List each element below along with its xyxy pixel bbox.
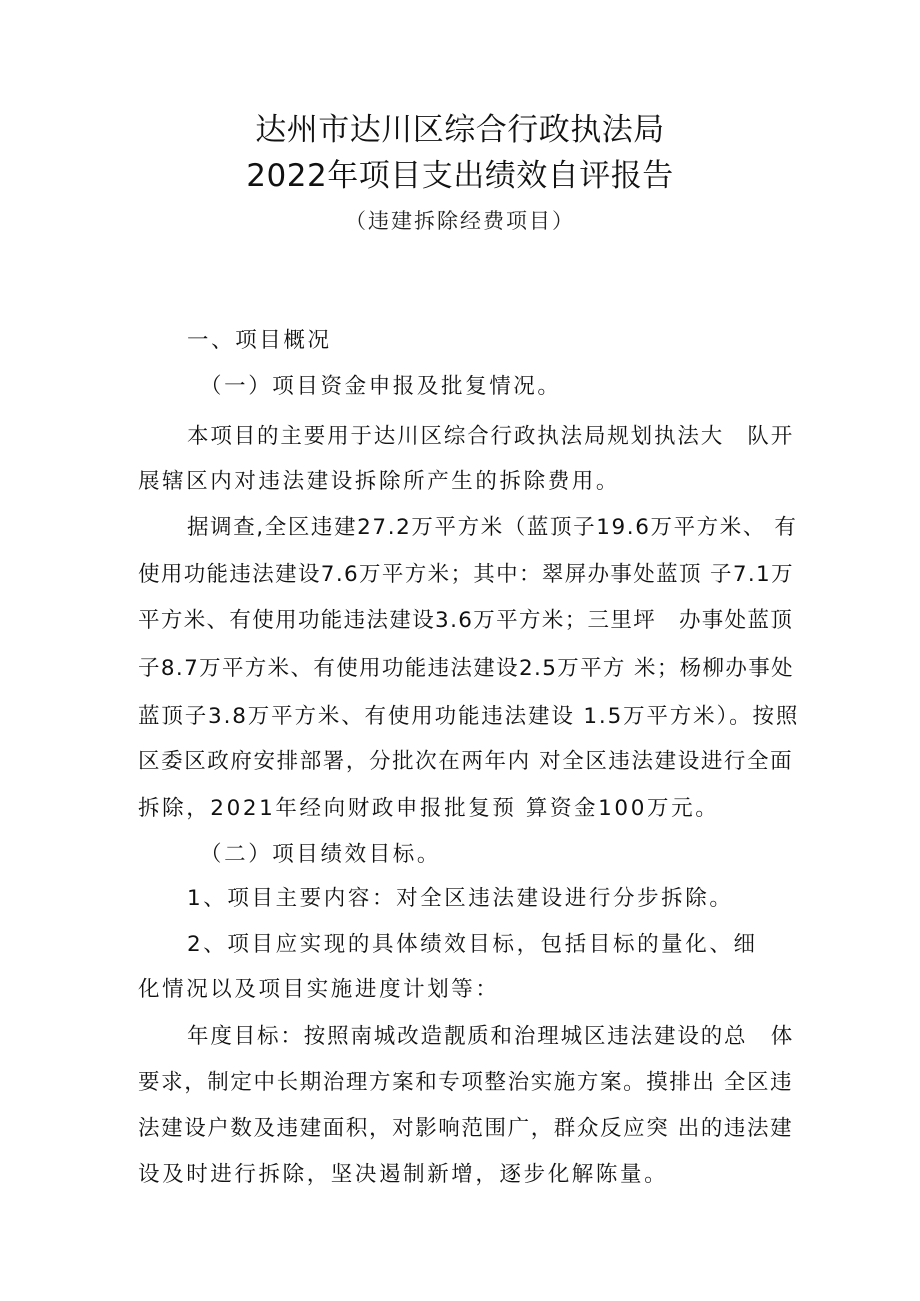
paragraph-line: 展辖区内对违法建设拆除所产生的拆除费用。 [138, 469, 621, 494]
document-title-line-1: 达州市达川区综合行政执法局 [255, 112, 665, 148]
paragraph-line: 要求，制定中长期治理方案和专项整治实施方案。摸排出 全区违 [138, 1070, 794, 1095]
document-title-line-2: 2022年项目支出绩效自评报告 [246, 158, 674, 194]
paragraph-line: 法建设户数及违建面积，对影响范围广，群众反应突 出的违法建 [138, 1116, 794, 1141]
paragraph-line: 区委区政府安排部署，分批次在两年内 对全区违法建设进行全面 [138, 749, 794, 774]
section-heading-project-overview: 一、项目概况 [187, 328, 332, 353]
paragraph-line: 年度目标：按照南城改造靓质和治理城区违法建设的总 体 [187, 1024, 795, 1049]
document-subtitle: （违建拆除经费项目） [345, 209, 575, 233]
paragraph-line: 化情况以及项目实施进度计划等： [138, 977, 500, 1002]
paragraph-line: 设及时进行拆除，坚决遏制新增，逐步化解陈量。 [138, 1162, 669, 1187]
subsection-heading-performance-goals: （二）项目绩效目标。 [200, 842, 442, 867]
paragraph-line: 使用功能违法建设7.6万平方米；其中：翠屏办事处蓝顶 子7.1万 [138, 562, 794, 587]
subsection-heading-funding: （一）项目资金申报及批复情况。 [200, 374, 562, 399]
paragraph-line: 本项目的主要用于达川区综合行政执法局规划执法大 队开 [187, 424, 795, 449]
paragraph-line: 蓝顶子3.8万平方米、有使用功能违法建设 1.5万平方米）。按照 [138, 704, 800, 729]
paragraph-line: 2、项目应实现的具体绩效目标，包括目标的量化、细 [187, 932, 758, 957]
paragraph-line: 据调查,全区违建27.2万平方米（蓝顶子19.6万平方米、 有 [187, 515, 798, 540]
paragraph-line: 拆除，2021年经向财政申报批复预 算资金100万元。 [138, 796, 720, 821]
paragraph-line: 平方米、有使用功能违法建设3.6万平方米；三里坪 办事处蓝顶 [138, 608, 794, 633]
paragraph-line: 1、项目主要内容：对全区违法建设进行分步拆除。 [187, 886, 734, 911]
paragraph-line: 子8.7万平方米、有使用功能违法建设2.5万平方 米；杨柳办事处 [138, 656, 794, 681]
